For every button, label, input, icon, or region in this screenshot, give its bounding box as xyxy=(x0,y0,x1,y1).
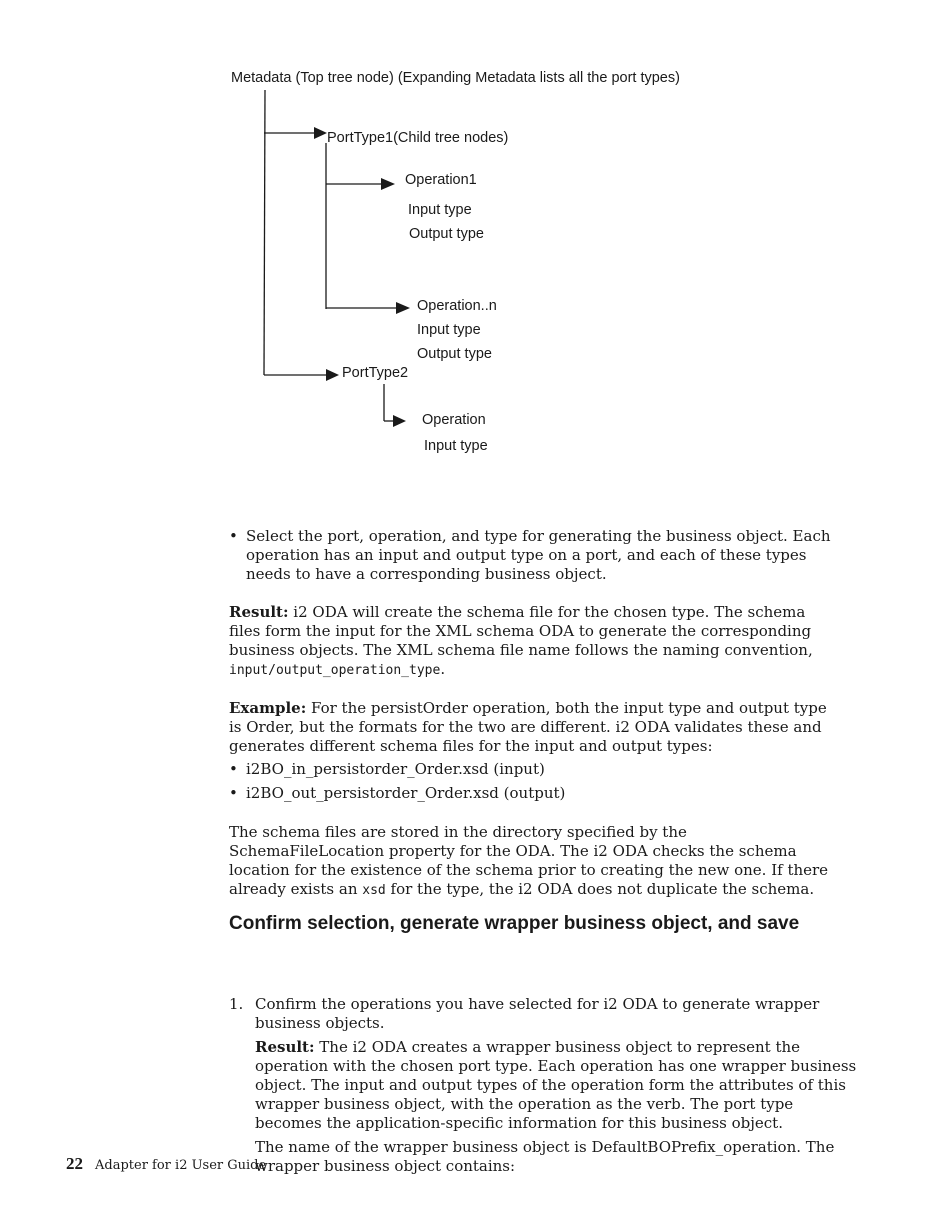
arrowhead xyxy=(381,178,395,190)
operation1-label: Operation1 xyxy=(405,172,477,188)
operationn-output-label: Output type xyxy=(417,346,492,362)
operation1-input-label: Input type xyxy=(408,202,472,218)
operation1-output-label: Output type xyxy=(409,226,484,242)
example-text: For the persistOrder operation, both the input type and output type is Order, but the formats for the two are different. i2 ODA validates these and generates different schema files for the input and output types: xyxy=(229,699,827,755)
list-item xyxy=(229,760,833,779)
porttype2-label: PortType2 xyxy=(342,365,409,381)
result-paragraph xyxy=(229,603,833,680)
xsd-code: xsd xyxy=(362,883,386,898)
metadata-tree-diagram xyxy=(0,0,950,500)
example-paragraph xyxy=(229,699,833,803)
schema-location-paragraph xyxy=(229,823,833,900)
bullet-marker: • xyxy=(229,784,238,802)
page-number: 22 xyxy=(66,1154,83,1173)
bullet-marker: • xyxy=(229,527,238,545)
schema-file-output: i2BO_out_persistorder_Order.xsd (output) xyxy=(246,784,566,802)
step-1 xyxy=(229,995,859,1176)
arrowhead xyxy=(396,302,410,314)
result-end: . xyxy=(440,660,446,678)
result-text: The i2 ODA creates a wrapper business object to represent the operation with the chosen port type. Each operation has one wrapper business object. The input and output types of the operation form the attributes of this wrapper business object, with the operation as the verb. The port type becomes the application-specific information for this business object. xyxy=(255,1038,857,1132)
operationn-input-label: Input type xyxy=(417,322,481,338)
naming-convention-code: input/output_operation_type xyxy=(229,663,441,678)
book-title: Adapter for i2 User Guide xyxy=(95,1158,267,1173)
metadata-root-label: Metadata (Top tree node) (Expanding Metadata lists all the port types) xyxy=(231,70,680,86)
operation-label: Operation xyxy=(422,412,486,428)
schema-text-b: for the type, the i2 ODA does not duplicate the schema. xyxy=(385,880,815,898)
porttype1-label: PortType1(Child tree nodes) xyxy=(327,130,509,146)
page-footer xyxy=(66,1154,266,1174)
section-heading: Confirm selection, generate wrapper business object, and save xyxy=(229,913,800,934)
operation-input-label: Input type xyxy=(424,438,488,454)
schema-text-a: The schema files are stored in the directory specified by the SchemaFileLocation property for the ODA. The i2 ODA checks the schema location for the existence of the schema prior to creating the new one. If there already exists an xyxy=(229,823,829,898)
wrapper-name-text: The name of the wrapper business object is DefaultBOPrefix_operation. The wrapper business object contains: xyxy=(255,1138,835,1175)
result-text: i2 ODA will create the schema file for the chosen type. The schema files form the input for the XML schema ODA to generate the corresponding business objects. The XML schema file name follows the naming convention, xyxy=(229,603,813,659)
schema-file-input: i2BO_in_persistorder_Order.xsd (input) xyxy=(246,760,545,778)
bullet-text: Select the port, operation, and type for generating the business object. Each operation has an input and output type on a port, and each of these types needs to have a corresponding business object. xyxy=(246,527,831,583)
list-item xyxy=(229,784,833,803)
arrowhead xyxy=(393,415,406,427)
result-label: Result: xyxy=(255,1038,315,1056)
step-text: Confirm the operations you have selected for i2 ODA to generate wrapper business objects. xyxy=(255,995,820,1032)
arrowhead xyxy=(326,369,339,381)
result-label: Result: xyxy=(229,603,289,621)
arrowhead xyxy=(314,127,327,139)
step-number: 1. xyxy=(229,995,244,1013)
bullet-marker: • xyxy=(229,760,238,778)
select-port-bullet xyxy=(229,527,850,584)
operationn-label: Operation..n xyxy=(417,298,497,314)
example-label: Example: xyxy=(229,699,307,717)
